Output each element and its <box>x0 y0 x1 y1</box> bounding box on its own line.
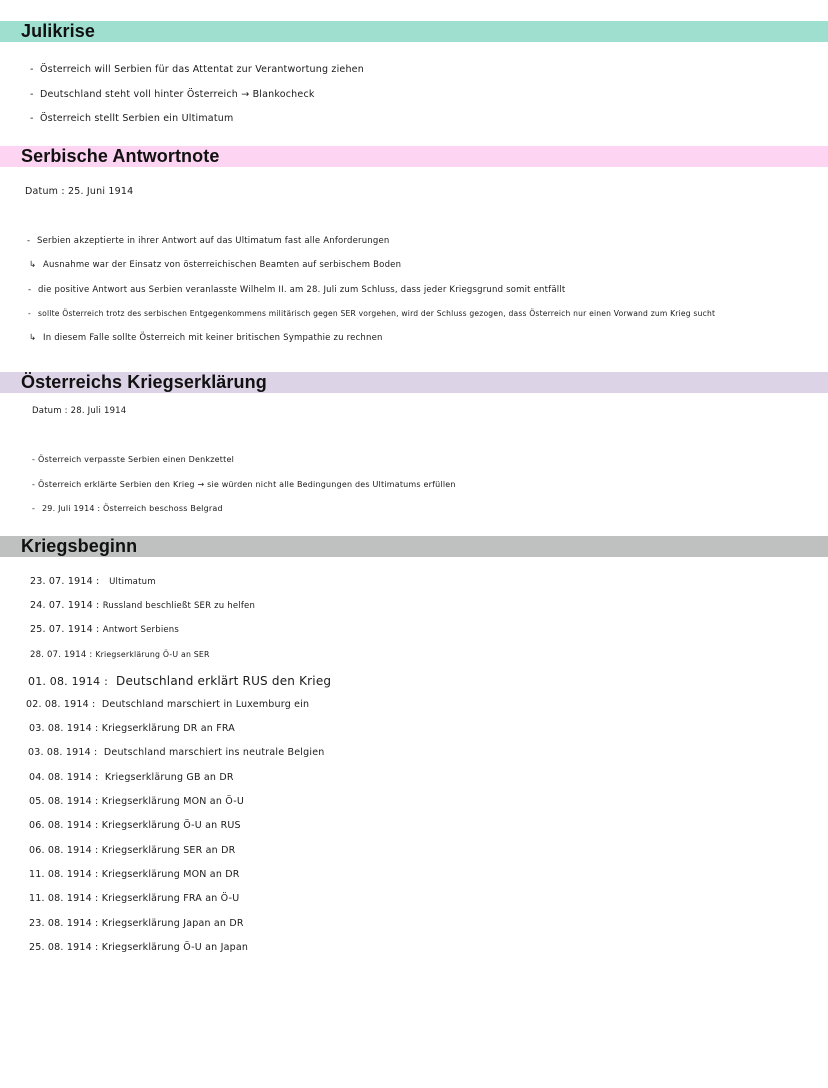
section-title: Kriegsbeginn <box>21 536 138 556</box>
timeline-date: 03. 08. 1914 : <box>29 723 99 734</box>
timeline-date: 06. 08. 1914 : <box>29 845 99 856</box>
timeline-event: Deutschland marschiert ins neutrale Belgien <box>103 747 325 758</box>
note-text: Österreich verpasste Serbien einen Denkzettel <box>38 455 235 464</box>
timeline-event: Kriegserklärung MON an DR <box>101 869 240 880</box>
timeline-entry <box>29 893 239 904</box>
timeline-entry <box>29 723 235 734</box>
timeline-event: Kriegserklärung SER an DR <box>101 845 236 856</box>
note-text: In diesem Falle sollte Österreich mit keiner britischen Sympathie zu rechnen <box>43 333 383 343</box>
timeline-event: Kriegserklärung MON an Ö-U <box>101 796 244 807</box>
section-title: Österreichs Kriegserklärung <box>21 372 267 392</box>
timeline-date: 05. 08. 1914 : <box>29 796 99 807</box>
list-item <box>28 285 565 295</box>
dash-marker: - <box>30 64 34 75</box>
section-header-serbische-antwortnote <box>0 146 828 167</box>
list-item <box>32 504 223 513</box>
note-text: 29. Juli 1914 : Österreich beschoss Belgrad <box>42 504 223 513</box>
list-item <box>29 333 383 343</box>
section-header-oesterreichs-kriegserklaerung <box>0 372 828 393</box>
timeline-entry <box>26 699 309 710</box>
timeline-date: 03. 08. 1914 : <box>28 747 98 758</box>
timeline-event: Deutschland marschiert in Luxemburg ein <box>101 699 310 710</box>
list-item <box>30 89 315 100</box>
list-item <box>30 64 364 75</box>
timeline-entry <box>30 624 179 635</box>
list-item <box>29 260 401 270</box>
timeline-entry <box>29 918 244 929</box>
timeline-event: Kriegserklärung Japan an DR <box>101 918 244 929</box>
section-header-kriegsbeginn <box>0 536 828 557</box>
timeline-event: Antwort Serbiens <box>102 625 180 635</box>
dash-marker: - <box>32 504 36 513</box>
timeline-event: Kriegserklärung Ö-U an SER <box>95 650 210 659</box>
dash-marker: - <box>30 113 34 124</box>
timeline-date: 01. 08. 1914 : <box>28 675 108 688</box>
timeline-date: 23. 07. 1914 : <box>30 576 100 587</box>
dash-marker: - <box>28 309 31 318</box>
timeline-entry <box>28 674 331 688</box>
timeline-date: 11. 08. 1914 : <box>29 869 99 880</box>
timeline-date: 25. 07. 1914 : <box>30 624 100 635</box>
dash-marker: - <box>32 480 36 489</box>
timeline-entry <box>29 845 235 856</box>
dash-marker: - <box>28 285 32 295</box>
sub-arrow-icon: ↳ <box>29 333 37 343</box>
section-title: Serbische Antwortnote <box>21 146 220 166</box>
note-text: die positive Antwort aus Serbien veranlasste Wilhelm II. am 28. Juli zum Schluss, dass jeder Kriegsgrund somit entfällt <box>38 285 566 295</box>
list-item <box>28 309 715 318</box>
timeline-event: Kriegserklärung DR an FRA <box>101 723 235 734</box>
timeline-event: Ultimatum <box>109 577 156 587</box>
timeline-event: Kriegserklärung FRA an Ö-U <box>101 893 240 904</box>
note-text: Österreich will Serbien für das Attentat zur Verantwortung ziehen <box>40 64 364 75</box>
timeline-event: Deutschland erklärt RUS den Krieg <box>116 674 332 688</box>
timeline-event: Kriegserklärung Ö-U an RUS <box>101 820 241 831</box>
note-text: Ausnahme war der Einsatz von österreichischen Beamten auf serbischem Boden <box>43 260 402 270</box>
timeline-entry <box>29 796 244 807</box>
timeline-date: 02. 08. 1914 : <box>26 699 96 710</box>
sub-arrow-icon: ↳ <box>29 260 37 270</box>
timeline-entry <box>30 600 255 611</box>
timeline-event: Kriegserklärung GB an DR <box>104 772 234 783</box>
timeline-entry <box>30 650 210 660</box>
section-header-julikrise <box>0 21 828 42</box>
timeline-date: 04. 08. 1914 : <box>29 772 99 783</box>
timeline-date: 11. 08. 1914 : <box>29 893 99 904</box>
timeline-entry <box>29 942 248 953</box>
date-line: Datum : 28. Juli 1914 <box>32 406 127 416</box>
timeline-event: Kriegserklärung Ö-U an Japan <box>101 942 249 953</box>
timeline-entry <box>29 869 240 880</box>
section-title: Julikrise <box>21 21 95 41</box>
timeline-date: 25. 08. 1914 : <box>29 942 99 953</box>
timeline-entry <box>28 747 324 758</box>
note-text: Österreich stellt Serbien ein Ultimatum <box>40 113 234 124</box>
timeline-date: 06. 08. 1914 : <box>29 820 99 831</box>
timeline-date: 24. 07. 1914 : <box>30 600 100 611</box>
list-item <box>32 480 456 489</box>
timeline-date: 28. 07. 1914 : <box>30 650 93 660</box>
timeline-entry <box>30 576 156 587</box>
timeline-entry <box>29 820 241 831</box>
note-text: Deutschland steht voll hinter Österreich → Blankocheck <box>40 89 315 100</box>
dash-marker: - <box>32 455 36 464</box>
list-item <box>30 113 233 124</box>
list-item <box>27 236 390 246</box>
note-text: Österreich erklärte Serbien den Krieg → sie würden nicht alle Bedingungen des Ultimatums erfüllen <box>38 480 456 489</box>
timeline-date: 23. 08. 1914 : <box>29 918 99 929</box>
dash-marker: - <box>30 89 34 100</box>
dash-marker: - <box>27 236 31 246</box>
timeline-entry <box>29 772 234 783</box>
date-line: Datum : 25. Juni 1914 <box>25 186 134 197</box>
note-text: sollte Österreich trotz des serbischen Entgegenkommens militärisch gegen SER vorgehen, wird der Schluss gezogen, dass Österreich nur einen Vorwand zum Krieg sucht <box>38 309 716 318</box>
timeline-event: Russland beschließt SER zu helfen <box>102 601 256 611</box>
note-text: Serbien akzeptierte in ihrer Antwort auf das Ultimatum fast alle Anforderungen <box>37 236 390 246</box>
list-item <box>32 455 234 464</box>
